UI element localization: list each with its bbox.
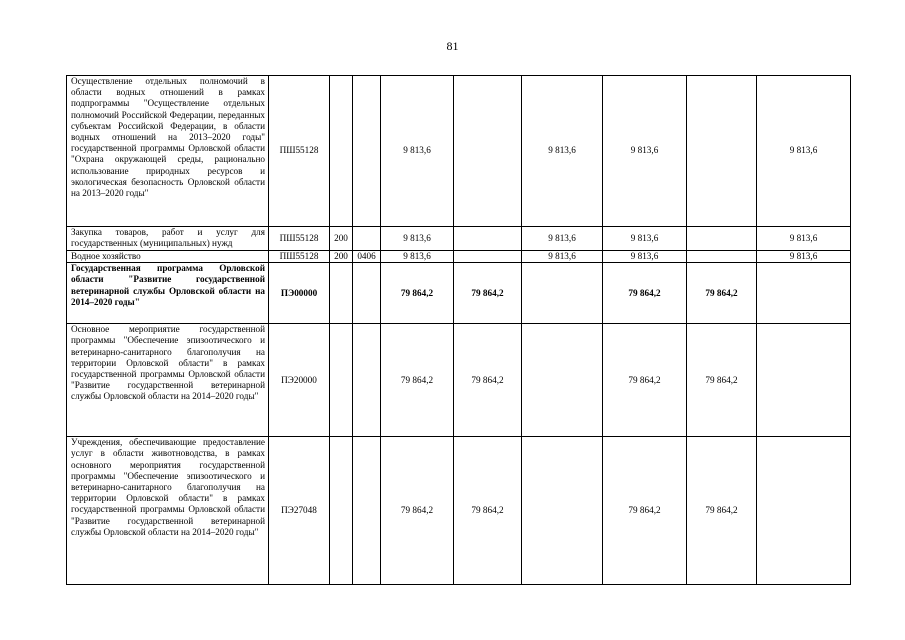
amount-cell-2: [454, 227, 522, 251]
amount-cell-1: 79 864,2: [381, 263, 454, 324]
expense-type-code: [330, 263, 353, 324]
section-code: [353, 437, 381, 585]
amount-cell-3: 9 813,6: [522, 251, 603, 263]
page-number: 81: [446, 39, 459, 53]
amount-cell-6: [757, 324, 851, 437]
expense-type-code: [330, 437, 353, 585]
amount-cell-6: 9 813,6: [757, 251, 851, 263]
amount-cell-3: [522, 437, 603, 585]
row-name-cell: Государственная программа Орловской области "Развитие государственной ветеринарной службы Орловской области на 2014–2020 годы": [67, 263, 269, 324]
section-code: 0406: [353, 251, 381, 263]
amount-cell-3: [522, 263, 603, 324]
amount-cell-1: 9 813,6: [381, 251, 454, 263]
amount-cell-3: 9 813,6: [522, 76, 603, 227]
amount-cell-2: [454, 251, 522, 263]
table-row: [67, 251, 851, 263]
expense-type-code: 200: [330, 227, 353, 251]
amount-cell-1: 79 864,2: [381, 324, 454, 437]
row-name-cell: Осуществление отдельных полномочий в области водных отношений в рамках подпрограммы "Осуществление отдельных полномочий Российской Федерации, переданных субъектам Российской Федерации, в области водных отношений на 2013–2020 годы" государственной программы Орловской области "Охрана окружающей среды, рационально использование природных ресурсов и экологическая безопасность Орловской области на 2013–2020 годы": [67, 76, 269, 227]
table-row: [67, 76, 851, 227]
amount-cell-4: 79 864,2: [603, 263, 687, 324]
amount-cell-2: 79 864,2: [454, 263, 522, 324]
section-code: [353, 76, 381, 227]
section-code: [353, 324, 381, 437]
amount-cell-1: 79 864,2: [381, 437, 454, 585]
amount-cell-4: 79 864,2: [603, 437, 687, 585]
amount-cell-6: 9 813,6: [757, 227, 851, 251]
target-article-code: ПЭ00000: [269, 263, 330, 324]
target-article-code: ПЭ27048: [269, 437, 330, 585]
amount-cell-3: 9 813,6: [522, 227, 603, 251]
amount-cell-6: [757, 263, 851, 324]
table-row: [67, 263, 851, 324]
amount-cell-5: [687, 227, 757, 251]
target-article-code: ПЭ20000: [269, 324, 330, 437]
amount-cell-1: 9 813,6: [381, 227, 454, 251]
target-article-code: ПШ55128: [269, 227, 330, 251]
expense-type-code: [330, 324, 353, 437]
amount-cell-2: [454, 76, 522, 227]
row-name-cell: Основное мероприятие государственной программы "Обеспечение эпизоотического и ветеринарно-санитарного благополучия на территории Орловской области" в рамках государственной программы Орловской области "Развитие государственной ветеринарной службы Орловской области на 2014–2020 годы": [67, 324, 269, 437]
target-article-code: ПШ55128: [269, 251, 330, 263]
amount-cell-5: [687, 251, 757, 263]
amount-cell-2: 79 864,2: [454, 324, 522, 437]
table-row: [67, 324, 851, 437]
amount-cell-6: 9 813,6: [757, 76, 851, 227]
amount-cell-3: [522, 324, 603, 437]
amount-cell-5: 79 864,2: [687, 437, 757, 585]
amount-cell-5: 79 864,2: [687, 324, 757, 437]
row-name-cell: Закупка товаров, работ и услуг для государственных (муниципальных) нужд: [67, 227, 269, 251]
amount-cell-4: 9 813,6: [603, 227, 687, 251]
expense-type-code: 200: [330, 251, 353, 263]
amount-cell-4: 9 813,6: [603, 76, 687, 227]
target-article-code: ПШ55128: [269, 76, 330, 227]
amount-cell-4: 79 864,2: [603, 324, 687, 437]
row-name-cell: Водное хозяйство: [67, 251, 269, 263]
budget-table: [66, 75, 851, 585]
amount-cell-6: [757, 437, 851, 585]
amount-cell-5: [687, 76, 757, 227]
amount-cell-2: 79 864,2: [454, 437, 522, 585]
row-name-cell: Учреждения, обеспечивающие предоставление услуг в области животноводства, в рамках основного мероприятия государственной программы "Обеспечение эпизоотического и ветеринарно-санитарного благополучия на территории Орловской области" в рамках государственной программы Орловской области "Развитие государственной ветеринарной службы Орловской области на 2014–2020 годы": [67, 437, 269, 585]
amount-cell-4: 9 813,6: [603, 251, 687, 263]
amount-cell-1: 9 813,6: [381, 76, 454, 227]
section-code: [353, 227, 381, 251]
table-row: [67, 437, 851, 585]
table-row: [67, 227, 851, 251]
section-code: [353, 263, 381, 324]
expense-type-code: [330, 76, 353, 227]
amount-cell-5: 79 864,2: [687, 263, 757, 324]
